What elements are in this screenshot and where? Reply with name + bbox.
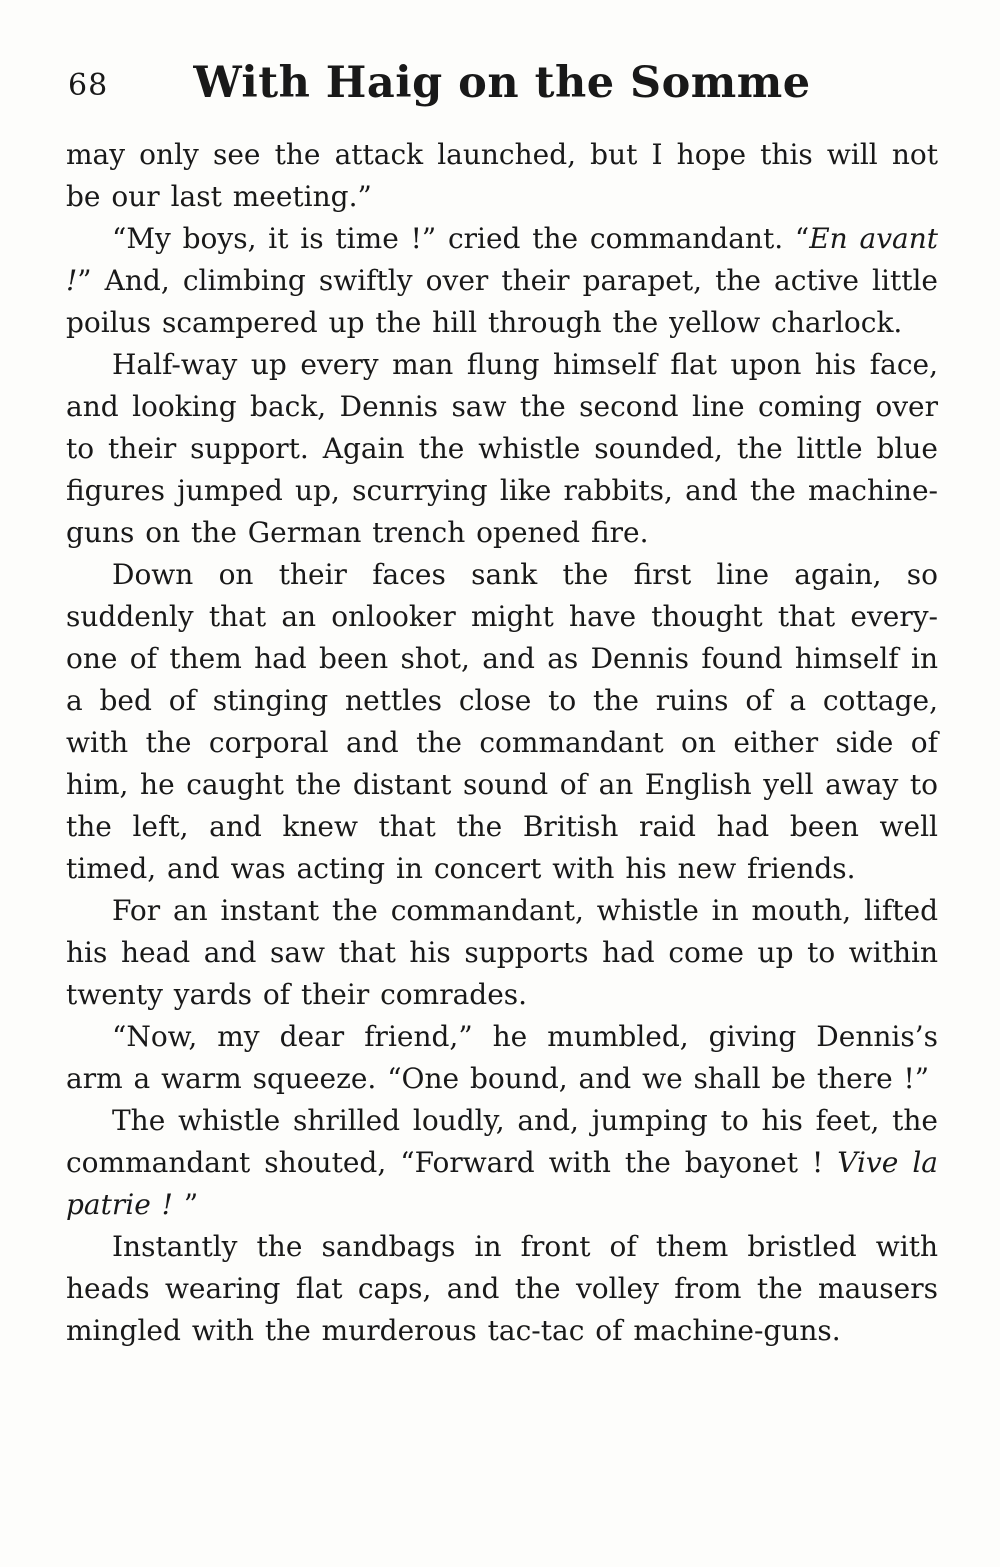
text-run: “My boys, it is time !” cried the commandant. “ [112,222,810,255]
paragraph [66,1016,938,1100]
page-number: 68 [68,68,109,103]
paragraph [66,344,938,554]
page-title: With Haig on the Somme [193,58,811,108]
text-run: ” [172,1188,199,1221]
italic-text-run: En avant ! [66,222,938,297]
text-run: Instantly the sandbags in front of them bristled with heads wearing flat caps, and the volley from the mausers mingled with the murderous tac-tac of machine-guns. [66,1230,938,1347]
paragraph [66,218,938,344]
text-run: Down on their faces sank the first line again, so suddenly that an onlooker might have thought that every-one of them had been shot, and as Dennis found himself in a bed of stinging nettles close to the ruins of a cottage, with the corporal and the commandant on either side of him, he caught the distant sound of an English yell away to the left, and knew that the British raid had been well timed, and was acting in concert with his new friends. [66,558,938,885]
text-run: may only see the attack launched, but I hope this will not be our last meeting.” [66,138,938,213]
paragraph [66,554,938,890]
text-run: Half-way up every man flung himself flat upon his face, and looking back, Dennis saw the second line coming over to their support. Again the whistle sounded, the little blue figures jumped up, scurrying like rabbits, and the machine-guns on the German trench opened fire. [66,348,938,549]
paragraph [66,890,938,1016]
text-run: ” And, climbing swiftly over their parapet, the active little poilus scampered up the hill through the yellow charlock. [66,264,938,339]
text-run: “Now, my dear friend,” he mumbled, giving Dennis’s arm a warm squeeze. “One bound, and we shall be there !” [66,1020,938,1095]
page-body [66,134,938,1352]
paragraph [66,1226,938,1352]
text-run: For an instant the commandant, whistle in mouth, lifted his head and saw that his supports had come up to within twenty yards of their comrades. [66,894,938,1011]
page-header [66,52,938,122]
text-run: The whistle shrilled loudly, and, jumping to his feet, the commandant shouted, “Forward with the bayonet ! [66,1104,938,1179]
paragraph [66,134,938,218]
italic-text-run: Vive la patrie ! [66,1146,938,1221]
paragraph [66,1100,938,1226]
